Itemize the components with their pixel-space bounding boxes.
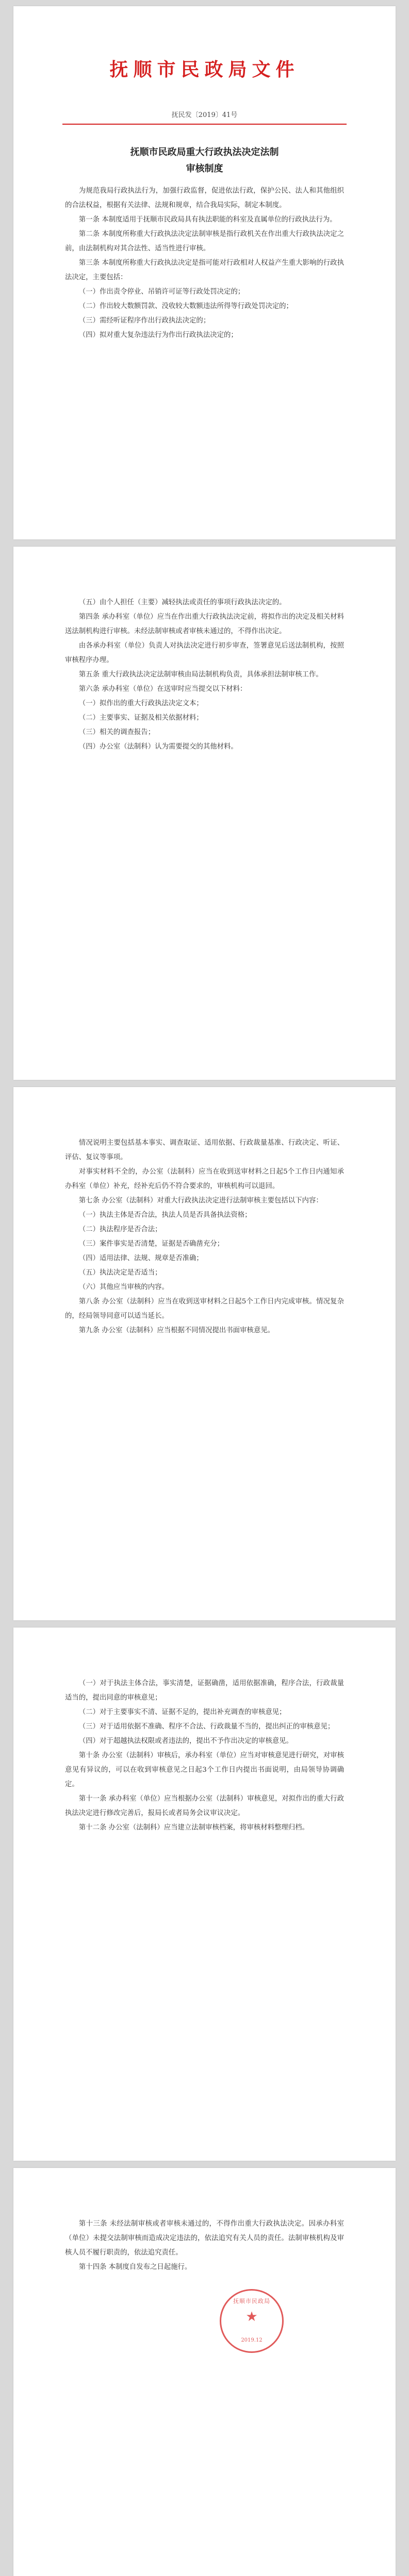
- list-item: （三）需经听证程序作出行政执法决定的；: [78, 317, 210, 325]
- seal-ring-text: 抚顺市民政局: [233, 2298, 270, 2304]
- document-number: 抚民发〔2019〕41号: [171, 111, 238, 119]
- list-item: （六）其他应当审核的内容。: [78, 1283, 169, 1291]
- list-item: （二）执法程序是否合法；: [78, 1226, 162, 1233]
- list-item: （二）主要事实、证据及相关依据材料；: [78, 714, 203, 722]
- list-item: （三）案件事实是否清楚，证据是否确凿充分；: [78, 1240, 224, 1248]
- official-seal: [220, 2289, 284, 2353]
- document-title-line-2: 审核制度: [186, 163, 223, 174]
- paragraph: 第七条 办公室（法制科）对重大行政执法决定进行法制审核主要包括以下内容：: [78, 1197, 323, 1205]
- paragraph: （二）对于主要事实不清、证据不足的，提出补充调查的审核意见；: [78, 1708, 286, 1716]
- document-page-1: [13, 6, 396, 539]
- list-item: （四）办公室（法制科）认为需要提交的其他材料。: [78, 743, 238, 751]
- paragraph: 由各承办科室（单位）负责人对执法决定进行初步审查，签署意见后送法制机构，按照审核程序办理。: [65, 642, 344, 664]
- paragraph: （一）对于执法主体合法，事实清楚，证据确凿，适用依据准确，程序合法，行政裁量适当的，提出同意的审核意见；: [65, 1680, 344, 1702]
- paragraph: 第十四条 本制度自发布之日起施行。: [78, 2263, 192, 2271]
- list-item: （四）拟对重大复杂违法行为作出行政执法决定的；: [78, 331, 238, 339]
- list-item: （五）执法决定是否适当；: [78, 1269, 162, 1277]
- list-item: （一）作出责令停业、吊销许可证等行政处罚决定的；: [78, 288, 245, 296]
- paragraph: 第六条 承办科室（单位）在送审时应当提交以下材料：: [78, 685, 247, 693]
- seal-bottom-text: 2019.12: [241, 2337, 263, 2343]
- document-title-line-1: 抚顺市民政局重大行政执法决定法制: [130, 147, 279, 158]
- list-item: （三）相关的调查报告；: [78, 728, 155, 736]
- document-page-5: [13, 2168, 396, 2576]
- paragraph: 第十二条 办公室（法制科）应当建立法制审核档案，将审核材料整理归档。: [78, 1824, 309, 1832]
- list-item: （一）拟作出的重大行政执法决定文本；: [78, 700, 203, 707]
- list-item: （二）作出较大数额罚款、没收较大数额违法所得等行政处罚决定的；: [78, 302, 293, 310]
- paragraph: （五）由个人担任（主要）减轻执法或责任的事项行政执法决定的。: [78, 599, 286, 606]
- paragraph: （三）对于适用依据不准确、程序不合法、行政裁量不当的，提出纠正的审核意见；: [78, 1723, 335, 1731]
- paragraph: 情况说明主要包括基本事实、调查取证、适用依据、行政裁量基准、行政决定、听证、评估、复议等事项。: [65, 1139, 344, 1161]
- page-3-body: [65, 1136, 344, 1338]
- document-page-3: [13, 1087, 396, 1620]
- paragraph: 第十三条 未经法制审核或者审核未通过的，不得作出重大行政执法决定。因承办科室（单位）未提交法制审核而造成决定违法的，依法追究有关人员的责任。法制审核机构及审核人员不履行职责的，依法追究责任。: [65, 2220, 344, 2257]
- paragraph: 为规范我局行政执法行为，加强行政监督，促进依法行政，保护公民、法人和其他组织的合法权益，根据有关法律、法规和规章，结合我局实际，制定本制度。: [65, 187, 344, 209]
- paragraph: 对事实材料不全的，办公室（法制科）应当在收到送审材料之日起5个工作日内通知承办科室（单位）补充，经补充后仍不符合要求的，审核机构可以退回。: [65, 1168, 344, 1190]
- document-page-2: [13, 547, 396, 1080]
- seal-star-icon: ★: [246, 2309, 258, 2325]
- list-item: （一）执法主体是否合法，执法人员是否具备执法资格；: [78, 1211, 252, 1219]
- page-2-body: [65, 596, 344, 754]
- paragraph: 第十条 办公室（法制科）审核后，承办科室（单位）应当对审核意见进行研究，对审核意见有异议的，可以在收到审核意见之日起3个工作日内提出书面说明，由局领导协调确定。: [65, 1752, 344, 1788]
- paragraph: 第一条 本制度适用于抚顺市民政局具有执法职能的科室及直属单位的行政执法行为。: [78, 216, 337, 224]
- page-4-body: [65, 1676, 344, 1835]
- paragraph: 第十一条 承办科室（单位）应当根据办公室（法制科）审核意见，对拟作出的重大行政执法决定进行修改完善后，报局长或者局务会议审议决定。: [65, 1795, 344, 1817]
- page-5-body: [65, 2217, 344, 2275]
- paragraph: 第五条 重大行政执法决定法制审核由局法制机构负责，具体承担法制审核工作。: [78, 671, 323, 679]
- document-title: [13, 144, 396, 177]
- red-divider: [62, 124, 347, 125]
- paragraph: 第八条 办公室（法制科）应当在收到送审材料之日起5个工作日内完成审核。情况复杂的，经局领导同意可以适当延长。: [65, 1298, 344, 1320]
- red-header-title: 抚顺市民政局文件: [109, 59, 300, 80]
- paragraph: 第二条 本制度所称重大行政执法决定法制审核是指行政机关在作出重大行政执法决定之前，由法制机构对其合法性、适当性进行审核。: [65, 230, 344, 252]
- document-page-4: [13, 1628, 396, 2161]
- paragraph: 第四条 承办科室（单位）应当在作出重大行政执法决定前，将拟作出的决定及相关材料送法制机构进行审核。未经法制审核或者审核未通过的，不得作出决定。: [65, 613, 344, 635]
- paragraph: 第三条 本制度所称重大行政执法决定是指可能对行政相对人权益产生重大影响的行政执法决定，主要包括：: [65, 259, 344, 281]
- list-item: （四）适用法律、法规、规章是否准确；: [78, 1255, 203, 1262]
- paragraph: 第九条 办公室（法制科）应当根据不同情况提出书面审核意见。: [78, 1327, 274, 1334]
- page-1-body: [65, 184, 344, 343]
- paragraph: （四）对于超越执法权限或者违法的，提出不予作出决定的审核意见。: [78, 1737, 293, 1745]
